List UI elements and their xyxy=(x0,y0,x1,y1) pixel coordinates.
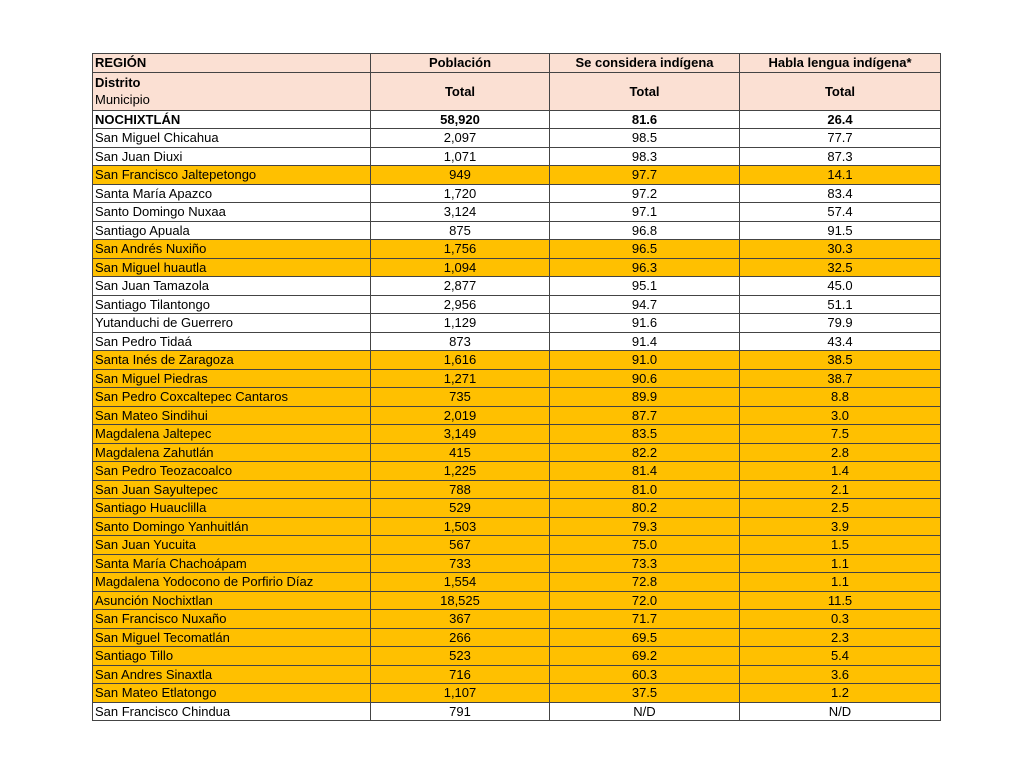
table-row xyxy=(93,702,941,721)
poblacion-cell: 2,097 xyxy=(371,129,550,148)
table-row xyxy=(93,240,941,259)
poblacion-cell: 2,877 xyxy=(371,277,550,296)
municipio-cell: Santiago Tilantongo xyxy=(93,295,371,314)
poblacion-cell: 733 xyxy=(371,554,550,573)
poblacion-total-header: Total xyxy=(371,72,550,110)
municipio-cell: Santiago Apuala xyxy=(93,221,371,240)
municipio-cell: San Miguel Chicahua xyxy=(93,129,371,148)
table-row xyxy=(93,351,941,370)
header-row-1 xyxy=(93,54,941,73)
indigena-cell: 94.7 xyxy=(550,295,740,314)
municipio-cell: San Pedro Teozacoalco xyxy=(93,462,371,481)
indigena-cell: 80.2 xyxy=(550,499,740,518)
municipio-cell: Santo Domingo Nuxaa xyxy=(93,203,371,222)
lengua-cell: N/D xyxy=(740,702,941,721)
municipio-label: Municipio xyxy=(95,92,150,107)
lengua-cell: 2.3 xyxy=(740,628,941,647)
municipio-cell: San Juan Sayultepec xyxy=(93,480,371,499)
indigena-cell: 95.1 xyxy=(550,277,740,296)
poblacion-header: Población xyxy=(371,54,550,73)
poblacion-cell: 1,616 xyxy=(371,351,550,370)
poblacion-cell: 949 xyxy=(371,166,550,185)
lengua-cell: 3.6 xyxy=(740,665,941,684)
poblacion-cell: 266 xyxy=(371,628,550,647)
district-total-row xyxy=(93,110,941,129)
municipio-cell: San Mateo Sindihui xyxy=(93,406,371,425)
lengua-cell: 45.0 xyxy=(740,277,941,296)
indigena-cell: 60.3 xyxy=(550,665,740,684)
table-row xyxy=(93,591,941,610)
poblacion-cell: 1,554 xyxy=(371,573,550,592)
table-body xyxy=(93,54,941,721)
indigena-header: Se considera indígena xyxy=(550,54,740,73)
municipio-cell: San Andres Sinaxtla xyxy=(93,665,371,684)
lengua-cell: 2.5 xyxy=(740,499,941,518)
table-row xyxy=(93,573,941,592)
municipio-cell: San Pedro Coxcaltepec Cantaros xyxy=(93,388,371,407)
poblacion-cell: 791 xyxy=(371,702,550,721)
table-row xyxy=(93,332,941,351)
indigena-cell: 83.5 xyxy=(550,425,740,444)
lengua-cell: 8.8 xyxy=(740,388,941,407)
poblacion-cell: 1,107 xyxy=(371,684,550,703)
municipio-cell: Magdalena Jaltepec xyxy=(93,425,371,444)
municipio-cell: Santiago Tillo xyxy=(93,647,371,666)
lengua-cell: 51.1 xyxy=(740,295,941,314)
lengua-cell: 79.9 xyxy=(740,314,941,333)
indigena-cell: 89.9 xyxy=(550,388,740,407)
lengua-cell: 1.1 xyxy=(740,554,941,573)
indigena-cell: 91.0 xyxy=(550,351,740,370)
poblacion-cell: 1,720 xyxy=(371,184,550,203)
table-row xyxy=(93,628,941,647)
table-row xyxy=(93,480,941,499)
lengua-cell: 7.5 xyxy=(740,425,941,444)
indigena-cell: 96.5 xyxy=(550,240,740,259)
poblacion-cell: 1,129 xyxy=(371,314,550,333)
municipio-cell: San Miguel huautla xyxy=(93,258,371,277)
indigena-total-header: Total xyxy=(550,72,740,110)
lengua-cell: 83.4 xyxy=(740,184,941,203)
distrito-label: Distrito xyxy=(95,75,141,90)
district-poblacion: 58,920 xyxy=(371,110,550,129)
table-row xyxy=(93,314,941,333)
lengua-cell: 87.3 xyxy=(740,147,941,166)
municipio-cell: Magdalena Yodocono de Porfirio Díaz xyxy=(93,573,371,592)
table-row xyxy=(93,536,941,555)
lengua-total-header: Total xyxy=(740,72,941,110)
lengua-cell: 1.5 xyxy=(740,536,941,555)
municipio-cell: San Francisco Nuxaño xyxy=(93,610,371,629)
table-row xyxy=(93,647,941,666)
lengua-cell: 32.5 xyxy=(740,258,941,277)
poblacion-cell: 1,756 xyxy=(371,240,550,259)
municipio-cell: Santa Inés de Zaragoza xyxy=(93,351,371,370)
municipio-cell: Santiago Huauclilla xyxy=(93,499,371,518)
table-row xyxy=(93,277,941,296)
indigena-cell: 37.5 xyxy=(550,684,740,703)
lengua-cell: 1.4 xyxy=(740,462,941,481)
poblacion-cell: 875 xyxy=(371,221,550,240)
lengua-cell: 14.1 xyxy=(740,166,941,185)
poblacion-cell: 1,071 xyxy=(371,147,550,166)
table-row xyxy=(93,369,941,388)
indigena-cell: 75.0 xyxy=(550,536,740,555)
table-row xyxy=(93,462,941,481)
poblacion-cell: 3,149 xyxy=(371,425,550,444)
distrito-municipio-header xyxy=(93,72,371,110)
table-row xyxy=(93,425,941,444)
municipio-cell: San Juan Yucuita xyxy=(93,536,371,555)
municipio-cell: San Pedro Tidaá xyxy=(93,332,371,351)
poblacion-cell: 788 xyxy=(371,480,550,499)
table-row xyxy=(93,184,941,203)
municipio-cell: San Francisco Chindua xyxy=(93,702,371,721)
lengua-header: Habla lengua indígena* xyxy=(740,54,941,73)
poblacion-cell: 3,124 xyxy=(371,203,550,222)
table-row xyxy=(93,684,941,703)
district-indigena: 81.6 xyxy=(550,110,740,129)
table-row xyxy=(93,517,941,536)
table-row xyxy=(93,554,941,573)
lengua-cell: 1.1 xyxy=(740,573,941,592)
population-table xyxy=(92,53,941,721)
indigena-cell: N/D xyxy=(550,702,740,721)
lengua-cell: 30.3 xyxy=(740,240,941,259)
region-header: REGIÓN xyxy=(93,54,371,73)
municipio-cell: Santo Domingo Yanhuitlán xyxy=(93,517,371,536)
lengua-cell: 2.8 xyxy=(740,443,941,462)
indigena-cell: 98.5 xyxy=(550,129,740,148)
lengua-cell: 38.5 xyxy=(740,351,941,370)
district-name: NOCHIXTLÁN xyxy=(93,110,371,129)
municipio-cell: San Francisco Jaltepetongo xyxy=(93,166,371,185)
indigena-cell: 81.4 xyxy=(550,462,740,481)
poblacion-cell: 567 xyxy=(371,536,550,555)
table-row xyxy=(93,221,941,240)
poblacion-cell: 415 xyxy=(371,443,550,462)
poblacion-cell: 18,525 xyxy=(371,591,550,610)
municipio-cell: Santa María Chachoápam xyxy=(93,554,371,573)
indigena-cell: 87.7 xyxy=(550,406,740,425)
indigena-cell: 97.2 xyxy=(550,184,740,203)
lengua-cell: 3.0 xyxy=(740,406,941,425)
poblacion-cell: 1,271 xyxy=(371,369,550,388)
municipio-cell: San Juan Tamazola xyxy=(93,277,371,296)
indigena-cell: 91.6 xyxy=(550,314,740,333)
lengua-cell: 3.9 xyxy=(740,517,941,536)
table-row xyxy=(93,147,941,166)
table-row xyxy=(93,610,941,629)
indigena-cell: 69.5 xyxy=(550,628,740,647)
table-row xyxy=(93,129,941,148)
indigena-cell: 90.6 xyxy=(550,369,740,388)
poblacion-cell: 1,094 xyxy=(371,258,550,277)
indigena-cell: 79.3 xyxy=(550,517,740,536)
poblacion-cell: 1,503 xyxy=(371,517,550,536)
lengua-cell: 38.7 xyxy=(740,369,941,388)
poblacion-cell: 2,019 xyxy=(371,406,550,425)
indigena-cell: 96.3 xyxy=(550,258,740,277)
header-row-2 xyxy=(93,72,941,110)
municipio-cell: Santa María Apazco xyxy=(93,184,371,203)
poblacion-cell: 367 xyxy=(371,610,550,629)
municipio-cell: San Miguel Piedras xyxy=(93,369,371,388)
table-row xyxy=(93,166,941,185)
indigena-cell: 82.2 xyxy=(550,443,740,462)
lengua-cell: 1.2 xyxy=(740,684,941,703)
indigena-cell: 91.4 xyxy=(550,332,740,351)
municipio-cell: Magdalena Zahutlán xyxy=(93,443,371,462)
lengua-cell: 5.4 xyxy=(740,647,941,666)
poblacion-cell: 529 xyxy=(371,499,550,518)
municipio-cell: Asunción Nochixtlan xyxy=(93,591,371,610)
table-row xyxy=(93,203,941,222)
table-row xyxy=(93,499,941,518)
indigena-cell: 71.7 xyxy=(550,610,740,629)
poblacion-cell: 735 xyxy=(371,388,550,407)
table-row xyxy=(93,406,941,425)
district-lengua: 26.4 xyxy=(740,110,941,129)
table-row xyxy=(93,295,941,314)
poblacion-cell: 523 xyxy=(371,647,550,666)
table-row xyxy=(93,665,941,684)
indigena-cell: 97.7 xyxy=(550,166,740,185)
municipio-cell: San Mateo Etlatongo xyxy=(93,684,371,703)
indigena-cell: 98.3 xyxy=(550,147,740,166)
indigena-cell: 81.0 xyxy=(550,480,740,499)
lengua-cell: 2.1 xyxy=(740,480,941,499)
poblacion-cell: 1,225 xyxy=(371,462,550,481)
lengua-cell: 57.4 xyxy=(740,203,941,222)
lengua-cell: 0.3 xyxy=(740,610,941,629)
table-row xyxy=(93,388,941,407)
indigena-cell: 72.0 xyxy=(550,591,740,610)
poblacion-cell: 873 xyxy=(371,332,550,351)
indigena-cell: 73.3 xyxy=(550,554,740,573)
lengua-cell: 11.5 xyxy=(740,591,941,610)
indigena-cell: 96.8 xyxy=(550,221,740,240)
municipio-cell: San Juan Diuxi xyxy=(93,147,371,166)
table-row xyxy=(93,258,941,277)
table-row xyxy=(93,443,941,462)
poblacion-cell: 2,956 xyxy=(371,295,550,314)
lengua-cell: 91.5 xyxy=(740,221,941,240)
indigena-cell: 69.2 xyxy=(550,647,740,666)
lengua-cell: 43.4 xyxy=(740,332,941,351)
indigena-cell: 72.8 xyxy=(550,573,740,592)
lengua-cell: 77.7 xyxy=(740,129,941,148)
municipio-cell: San Miguel Tecomatlán xyxy=(93,628,371,647)
municipio-cell: San Andrés Nuxiño xyxy=(93,240,371,259)
municipio-cell: Yutanduchi de Guerrero xyxy=(93,314,371,333)
poblacion-cell: 716 xyxy=(371,665,550,684)
indigena-cell: 97.1 xyxy=(550,203,740,222)
